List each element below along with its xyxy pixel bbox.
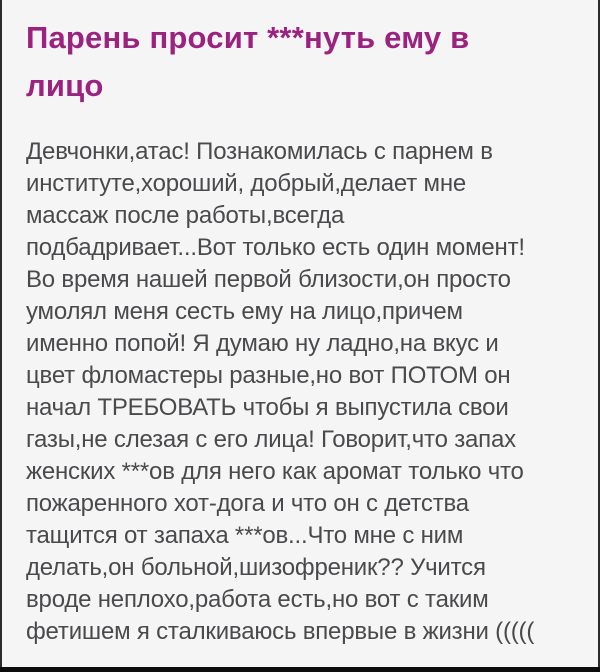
post-body	[2, 110, 598, 648]
post-title-line: лицо	[26, 68, 104, 103]
post-body-line: вроде неплохо,работа есть,но вот с таким	[26, 586, 489, 613]
post-title-line: Парень просит ***нуть ему в	[26, 20, 470, 55]
post-body-line: тащится от запаха ***ов...Что мне с ним	[26, 522, 464, 549]
post-body-line: именно попой! Я думаю ну ладно,на вкус и	[26, 330, 499, 357]
bottom-border-bar	[0, 667, 600, 672]
post-body-line: Девчонки,атас! Познакомилась с парнем в	[26, 138, 493, 165]
post-body-line: делать,он больной,шизофреник?? Учится	[26, 554, 486, 581]
post-body-line: массаж после работы,всегда	[26, 202, 345, 229]
post-body-line: цвет фломастеры разные,но вот ПОТОМ он	[26, 362, 511, 389]
post-body-line: умолял меня сесть ему на лицо,причем	[26, 298, 463, 325]
post-body-line: Во время нашей первой близости,он просто	[26, 266, 511, 293]
post-body-line: подбадривает...Вот только есть один момент!	[26, 234, 525, 261]
post-body-line: пожаренного хот-дога и что он с детства	[26, 490, 469, 517]
post-body-line: институте,хороший, добрый,делает мне	[26, 170, 467, 197]
post-title	[2, 0, 598, 110]
post-body-line: фетишем я сталкиваюсь впервые в жизни (((((	[26, 618, 535, 645]
post-body-line: газы,не слезая с его лица! Говорит,что запах	[26, 426, 516, 453]
post-body-line: начал ТРЕБОВАТЬ чтобы я выпустила свои	[26, 394, 509, 421]
post-body-line: женских ***ов для него как аромат только что	[26, 458, 524, 485]
